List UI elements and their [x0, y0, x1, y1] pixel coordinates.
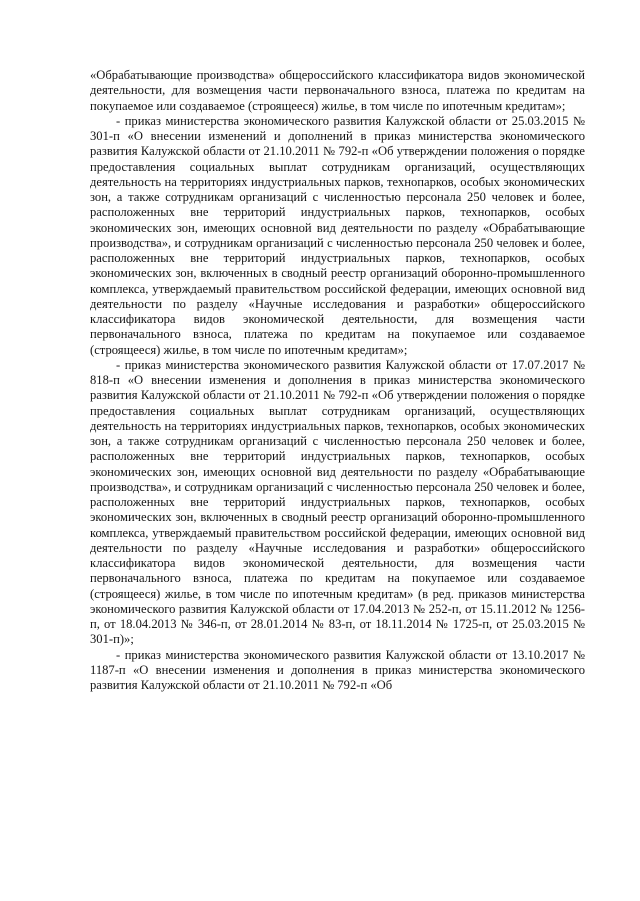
paragraph-continuation: «Обрабатывающие производства» общероссийского классификатора видов экономической деятельности, для возмещения части первоначального взноса, платежа по кредитам на покупаемое или создаваемое (строящееся) жилье, в том числе по ипотечным кредитам»; — [90, 68, 585, 113]
paragraph-order-818: - приказ министерства экономического развития Калужской области от 17.07.2017 № 818-п «О внесении изменения и дополнения в приказ министерства экономического развития Калужской области от 21.10.2011 № 792-п «Об утверждении положения о порядке предоставления социальных выплат сотрудникам организаций, осуществляющих деятельность на территориях индустриальных парков, технопарков, особых экономических зон, а также сотрудникам организаций с численностью персонала 250 человек и более, расположенных вне территорий индустриальных парков, технопарков, особых экономических зон, имеющих основной вид деятельности по разделу «Обрабатывающие производства», и сотрудникам организаций с численностью персонала 250 человек и более, расположенных вне территорий индустриальных парков, технопарков, особых экономических зон, включенных в сводный реестр организаций оборонно-промышленного комплекса, утверждаемый правительством российской федерации, имеющих основной вид деятельности по разделу «Научные исследования и разработки» общероссийского классификатора видов экономической деятельности, для возмещения части первоначального взноса, платежа по кредитам на покупаемое или создаваемое (строящееся) жилье, в том числе по ипотечным кредитам» (в ред. приказов министерства экономического развития Калужской области от 17.04.2013 № 252-п, от 15.11.2012 № 1256-п, от 18.04.2013 № 346-п, от 28.01.2014 № 83-п, от 18.11.2014 № 1725-п, от 25.03.2015 № 301-п)»; — [90, 357, 585, 647]
paragraph-order-1187: - приказ министерства экономического развития Калужской области от 13.10.2017 № 1187-п «О внесении изменения и дополнения в приказ министерства экономического развития Калужской области от 21.10.2011 № 792-п «Об — [90, 647, 585, 692]
paragraph-order-301: - приказ министерства экономического развития Калужской области от 25.03.2015 № 301-п «О внесении изменений и дополнений в приказ министерства экономического развития Калужской области от 21.10.2011 № 792-п «Об утверждении положения о порядке предоставления социальных выплат сотрудникам организаций, осуществляющих деятельность на территориях индустриальных парков, технопарков, особых экономических зон, а также сотрудникам организаций с численностью персонала 250 человек и более, расположенных вне территорий индустриальных парков, технопарков, особых экономических зон, имеющих основной вид деятельности по разделу «Обрабатывающие производства», и сотрудникам организаций с численностью персонала 250 человек и более, расположенных вне территорий индустриальных парков, технопарков, особых экономических зон, включенных в сводный реестр организаций оборонно-промышленного комплекса, утверждаемый правительством российской федерации, имеющих основной вид деятельности по разделу «Научные исследования и разработки» общероссийского классификатора видов экономической деятельности, для возмещения части первоначального взноса, платежа по кредитам на покупаемое или создаваемое (строящееся) жилье, в том числе по ипотечным кредитам»; — [90, 113, 585, 357]
document-body — [90, 68, 585, 693]
